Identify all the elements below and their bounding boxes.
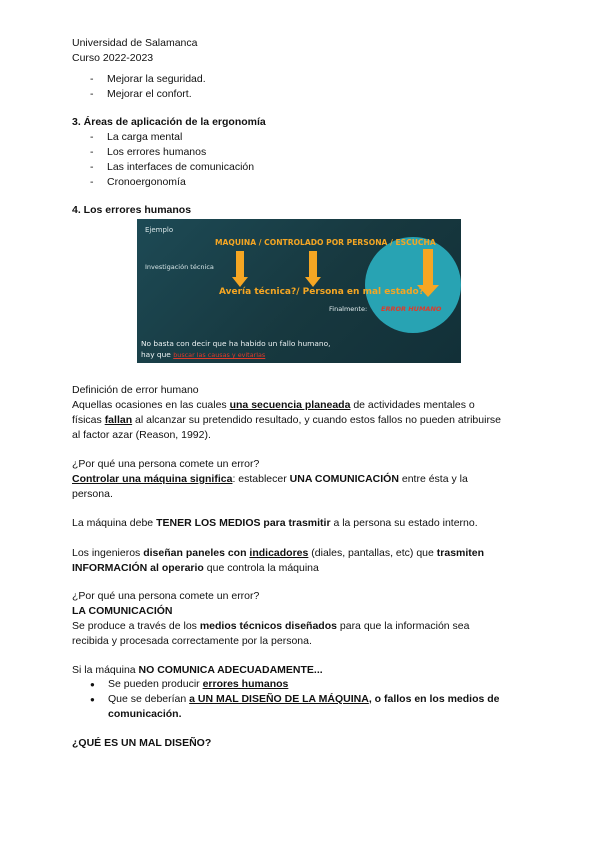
definition-heading: Definición de error humano: [72, 384, 199, 396]
list-item: ● Que se deberían a UN MAL DISEÑO DE LA MÁQUINA, o fallos en los medios de: [90, 693, 500, 705]
machine-paragraph: La máquina debe TENER LOS MEDIOS para trasmitir a la persona su estado interno.: [72, 517, 478, 529]
definition-line: al factor azar (Reason, 1992).: [72, 429, 211, 441]
engineers-line: Los ingenieros diseñan paneles con indicadores (diales, pantallas, etc) que trasmiten: [72, 547, 485, 559]
slide-bottom-line-1: No basta con decir que ha habido un fallo humano,: [141, 339, 331, 348]
definition-line: físicas fallan al alcanzar su pretendido resultado, y cuando estos fallos no pueden atribuirse: [72, 414, 502, 426]
error-humano-slide-image: [137, 219, 461, 363]
section-4-title: 4. Los errores humanos: [72, 204, 192, 216]
engineers-paragraph: [72, 546, 528, 576]
list-item: - Mejorar el confort.: [90, 88, 192, 100]
header-course: Curso 2022-2023: [72, 52, 154, 64]
engineers-line: INFORMACIÓN al operario que controla la máquina: [72, 562, 319, 574]
why-question: ¿Por qué una persona comete un error?: [72, 590, 260, 602]
why-paragraph-1: [72, 457, 528, 502]
list-item: - Las interfaces de comunicación: [90, 161, 255, 173]
slide-label-example: Ejemplo: [145, 226, 174, 234]
why-line: persona.: [72, 488, 113, 500]
list-item: - Los errores humanos: [90, 146, 207, 158]
why-line: Se produce a través de los medios técnicos diseñados para que la información sea: [72, 620, 470, 632]
if-machine-paragraph: Si la máquina NO COMUNICA ADECUADAMENTE...: [72, 664, 323, 676]
communication-heading: LA COMUNICACIÓN: [72, 605, 173, 617]
list-item: ● Se pueden producir errores humanos: [90, 678, 289, 690]
list-item: - La carga mental: [90, 131, 183, 143]
why-paragraph-2: [72, 589, 528, 649]
final-question: ¿QUÉ ES UN MAL DISEÑO?: [72, 737, 212, 749]
definition-paragraph: [72, 383, 528, 443]
slide-banner: MAQUINA / CONTROLADO POR PERSONA / ESCUCHA: [215, 238, 436, 247]
header-university: Universidad de Salamanca: [72, 37, 198, 49]
section-3-title: 3. Áreas de aplicación de la ergonomía: [72, 116, 266, 128]
slide-question: Avería técnica?/ Persona en mal estado?: [219, 287, 424, 297]
why-question: ¿Por qué una persona comete un error?: [72, 458, 260, 470]
slide-label-investigation: Investigación técnica: [145, 263, 214, 271]
list-item-continuation: comunicación.: [108, 708, 182, 720]
why-line: Controlar una máquina significa: establecer UNA COMUNICACIÓN entre ésta y la: [72, 473, 468, 485]
list-item: - Mejorar la seguridad.: [90, 73, 206, 85]
slide-finally-value: ERROR HUMANO: [381, 305, 442, 313]
slide-finally-label: Finalmente:: [329, 305, 368, 313]
list-item: - Cronoergonomía: [90, 176, 186, 188]
why-line: recibida y procesada correctamente por la persona.: [72, 635, 312, 647]
slide-bottom-line-2: hay que buscar las causas y evitarlas: [141, 350, 266, 359]
definition-line: Aquellas ocasiones en las cuales una secuencia planeada de actividades mentales o: [72, 399, 475, 411]
